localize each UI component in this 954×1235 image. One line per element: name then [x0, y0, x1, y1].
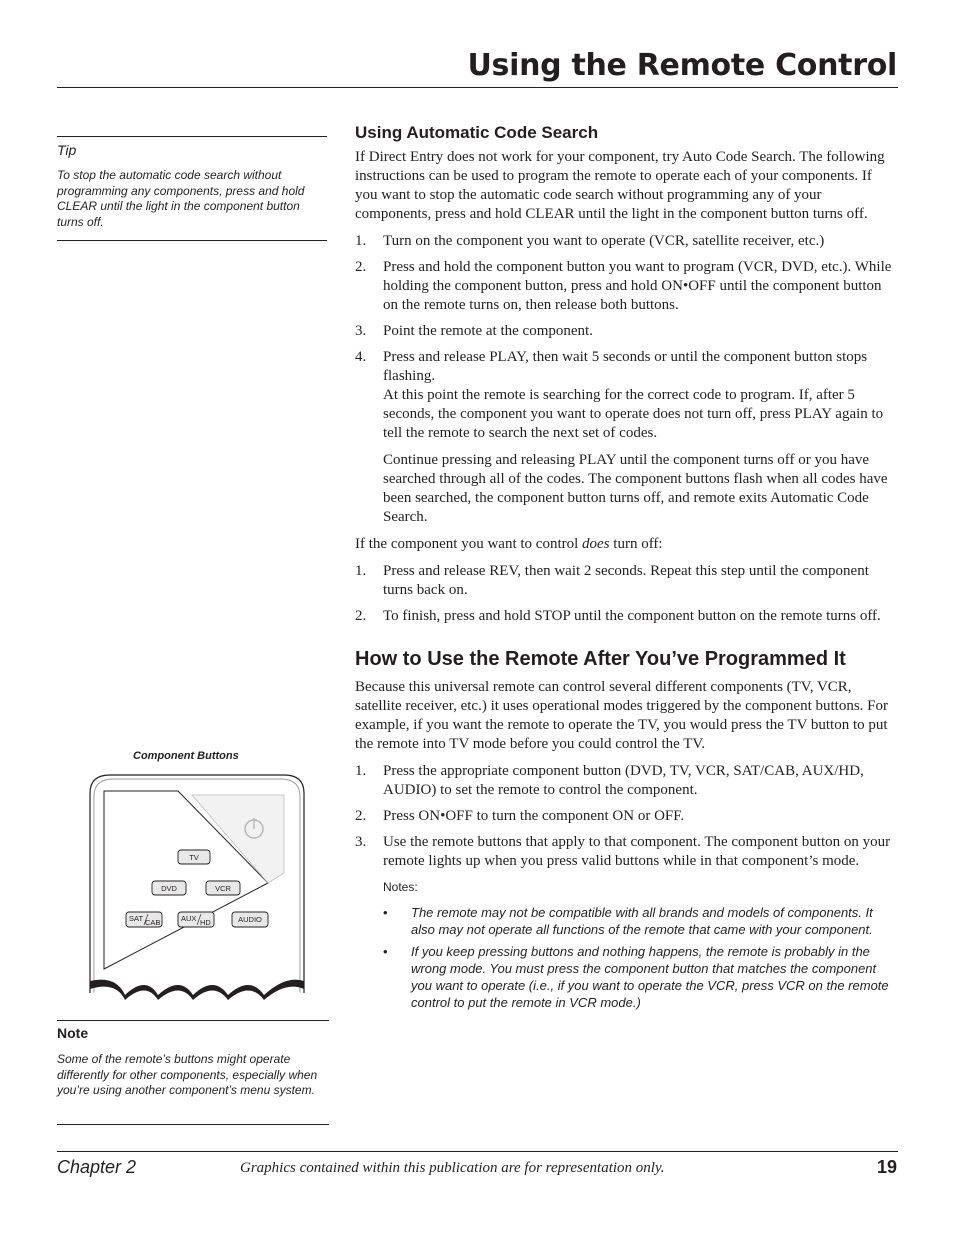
note-top-rule — [57, 1020, 329, 1021]
bullet-glyph: • — [383, 905, 388, 920]
list-item — [355, 833, 897, 871]
section2-intro: Because this universal remote can control several different components (TV, VCR, satellite receiver, etc.) it uses operational modes triggered by the component buttons. For example, if you want the remote to operate the TV, you would press the TV button to put the remote into TV mode before you could control the TV. — [355, 679, 888, 752]
step-number: 3. — [355, 323, 367, 339]
section1-steps — [355, 232, 897, 527]
cab-label: CAB — [145, 918, 161, 927]
step-text: Turn on the component you want to operate (VCR, satellite receiver, etc.) — [383, 233, 825, 249]
hd-label: HD — [200, 918, 211, 927]
step-text: Point the remote at the component. — [383, 323, 593, 339]
turnoff-intro: If the component you want to control does turn off: — [355, 536, 663, 552]
step-text: Press and release REV, then wait 2 seconds. Repeat this step until the component turns back on. — [383, 563, 869, 598]
note-text: If you keep pressing buttons and nothing happens, the remote is probably in the wrong mode. You must press the component button that matches the component you want to operate (i.e., if you want to operate the VCR, press VCR on the remote control to put the remote in VCR mode.) — [411, 944, 889, 1010]
step-number: 1. — [355, 763, 367, 779]
step-number: 3. — [355, 834, 367, 850]
tip-top-rule — [57, 136, 327, 137]
tip-text: To stop the automatic code search without programming any components, press and hold CLEAR until the light in the component button turns off. — [57, 168, 305, 229]
step-text: Press ON•OFF to turn the component ON or OFF. — [383, 808, 685, 824]
page-number: 19 — [876, 1157, 897, 1177]
audio-button — [232, 912, 268, 927]
step-text: Press and release PLAY, then wait 5 seconds or until the component button stops flashing. — [383, 349, 868, 384]
list-item — [355, 943, 897, 1011]
footer-note: Graphics contained within this publication are for representation only. — [240, 1160, 665, 1176]
note-text: The remote may not be compatible with all brands and models of components. It also may not operate all functions of the remote that came with your component. — [411, 905, 873, 937]
page-title: Using the Remote Control — [467, 48, 897, 83]
tv-button-label: TV — [189, 853, 199, 862]
step-number: 2. — [355, 808, 367, 824]
aux-label: AUX — [181, 914, 197, 923]
list-item — [355, 322, 897, 341]
notes-list — [355, 904, 897, 1011]
title-rule — [57, 87, 898, 88]
step4-detail: Continue pressing and releasing PLAY until the component turns off or you have searched through all of the codes. The component buttons flash when all codes have been searched, the component button turns off, and remote exits Automatic Code Search. — [383, 452, 888, 525]
section1-steps-2 — [355, 562, 897, 626]
list-item — [355, 904, 897, 938]
tip-heading: Tip — [57, 142, 77, 158]
step-text: Use the remote buttons that apply to that component. The component button on your remote lights up when you press valid buttons while in that component’s mode. — [383, 834, 891, 869]
step-number: 1. — [355, 233, 367, 249]
note-heading: Note — [57, 1025, 89, 1041]
step-text: Press the appropriate component button (DVD, TV, VCR, SAT/CAB, AUX/HD, AUDIO) to set the remote to control the component. — [383, 763, 864, 798]
bullet-glyph: • — [383, 944, 388, 959]
section2-steps — [355, 762, 897, 871]
step-number: 2. — [355, 608, 367, 624]
sat-cab-button — [126, 912, 162, 927]
dvd-button — [152, 881, 186, 895]
list-item — [355, 607, 897, 626]
note-text: Some of the remote’s buttons might operate differently for other components, especially when you’re using another component’s menu system. — [57, 1052, 318, 1097]
step4-detail: At this point the remote is searching for the correct code to program. If, after 5 seconds, the component you want to operate does not turn off, press PLAY again to tell the remote to search the next set of codes. — [383, 387, 884, 441]
list-item — [355, 762, 897, 800]
dvd-button-label: DVD — [161, 884, 177, 893]
step-text: Press and hold the component button you want to program (VCR, DVD, etc.). While holding the component button, press and hold ON•OFF until the component button on the remote turns on, then release both buttons. — [383, 259, 892, 313]
step-text: To finish, press and hold STOP until the component button on the remote turns off. — [383, 608, 881, 624]
vcr-button-label: VCR — [215, 884, 231, 893]
figure-caption: Component Buttons — [133, 750, 239, 762]
list-item — [355, 562, 897, 600]
step-number: 2. — [355, 259, 367, 275]
note-bottom-rule — [57, 1124, 329, 1125]
aux-hd-button — [178, 912, 214, 927]
main-column — [355, 123, 897, 1016]
list-item — [355, 232, 897, 251]
vcr-button — [206, 881, 240, 895]
tv-button — [178, 850, 210, 864]
chapter-label: Chapter 2 — [57, 1157, 137, 1177]
step-number: 4. — [355, 349, 367, 365]
tip-bottom-rule — [57, 240, 327, 241]
section1-heading: Using Automatic Code Search — [355, 123, 599, 142]
list-item — [355, 807, 897, 826]
footer-rule — [57, 1151, 898, 1152]
section2-heading: How to Use the Remote After You’ve Programmed It — [355, 648, 846, 670]
audio-button-label: AUDIO — [238, 915, 262, 924]
list-item — [355, 258, 897, 315]
sat-label: SAT — [129, 914, 144, 923]
list-item — [355, 348, 897, 527]
remote-illustration — [88, 773, 306, 1000]
step-number: 1. — [355, 563, 367, 579]
notes-label: Notes: — [383, 880, 418, 894]
section1-intro: If Direct Entry does not work for your component, try Auto Code Search. The following instructions can be used to program the remote to operate each of your components. If you want to stop the automatic code search without programming any of your components, press and hold CLEAR until the light in the component button turns off. — [355, 149, 885, 222]
